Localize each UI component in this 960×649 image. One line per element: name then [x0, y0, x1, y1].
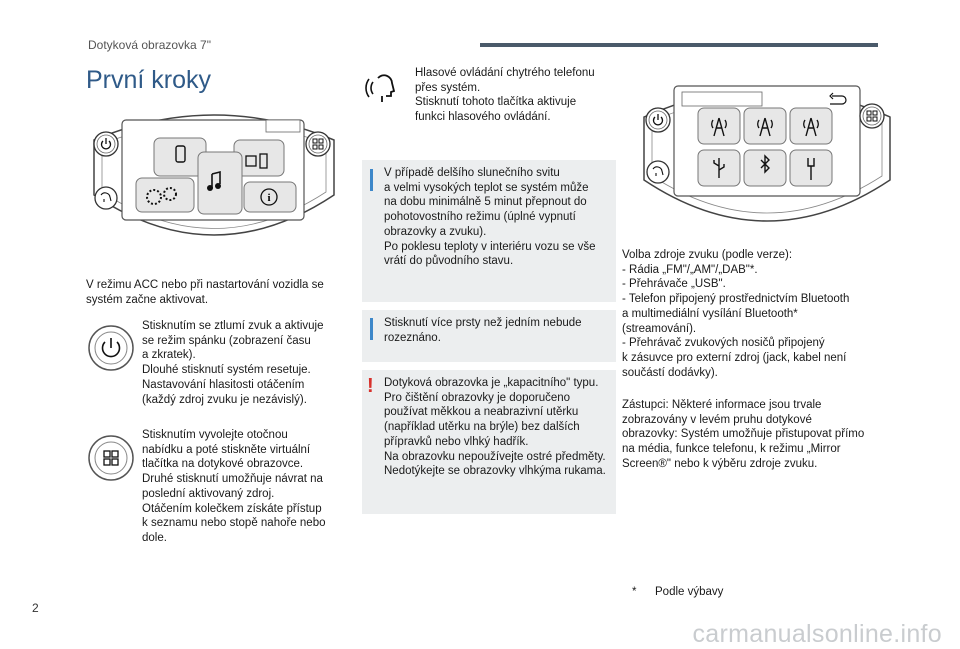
footnote-marker: *	[632, 586, 637, 598]
warning-text: Dotyková obrazovka je „kapacitního" typu. Pro čištění obrazovky je doporučeno používat měkkou a neabrazivní utěrku (například utěrku na brýle) bez dalších přípravků nebo vlhký hadřík. Na obrazovku nepoužívejte ostré předměty. Nedotýkejte se obrazovky vlhkýma rukama.	[384, 377, 606, 478]
note-touch-text: Stisknutí více prsty než jedním nebude rozeznáno.	[384, 317, 582, 344]
note-heat-text: V případě delšího slunečního svitu a velmi vysokých teplot se systém může na dobu minimálně 5 minut přepnout do pohotovostního režimu (úplné vypnutí obrazovky a zvuku). Po poklesu teploty v interiéru vozu se vše vrátí do původního stavu.	[384, 167, 596, 268]
power-icon	[86, 323, 136, 373]
warning-icon: !	[367, 375, 374, 397]
header-divider	[480, 43, 878, 47]
device-illustration-sources	[636, 72, 898, 237]
info-icon	[370, 318, 373, 340]
intro-text: V režimu ACC nebo při nastartování vozidla se systém začne aktivovat.	[86, 279, 324, 306]
footnote-text: Podle výbavy	[655, 586, 724, 598]
menu-text: Stisknutím vyvolejte otočnou nabídku a poté stiskněte virtuální tlačítka na dotykové obrazovce. Druhé stisknutí umožňuje návrat na poslední aktivovaný zdroj. Otáčením kolečkem získáte přístup k seznamu nebo stopě nahoře nebo dole.	[142, 429, 326, 544]
menu-grid-icon	[86, 433, 136, 483]
device-illustration-home	[84, 100, 344, 250]
voice-control-icon	[364, 70, 406, 106]
voice-text: Hlasové ovládání chytrého telefonu přes systém. Stisknutí tohoto tlačítka aktivuje funkci hlasového ovládání.	[415, 67, 595, 124]
section-header: Dotyková obrazovka 7"	[88, 38, 211, 52]
sources-text: Volba zdroje zvuku (podle verze): - Rádia „FM"/„AM"/„DAB"*. - Přehrávače „USB". - Telefon připojený prostřednictvím Bluetooth a multimediální vysílání Bluetooth* (streamování). - Přehrávač zvukových nosičů připojený k zásuvce pro externí zdroj (jack, kabel není součástí dodávky).	[622, 249, 850, 379]
svg-text:i: i	[267, 192, 271, 204]
shortcuts-text: Zástupci: Některé informace jsou trvale zobrazovány v levém pruhu dotykové obrazovky: Systém umožňuje přistupovat přímo na média, funkce telefonu, k režimu „Mirror Screen®" nebo k výběru zdroje zvuku.	[622, 399, 865, 470]
power-text: Stisknutím se ztlumí zvuk a aktivuje se režim spánku (zobrazení času a zkratek). Dlouhé stisknutí systém resetuje. Nastavování hlasitosti otáčením (každý zdroj zvuku je nezávislý).	[142, 320, 324, 406]
info-icon	[370, 169, 373, 191]
watermark: carmanualsonline.info	[692, 620, 942, 648]
page-title: První kroky	[86, 66, 212, 94]
page-number: 2	[32, 601, 39, 615]
